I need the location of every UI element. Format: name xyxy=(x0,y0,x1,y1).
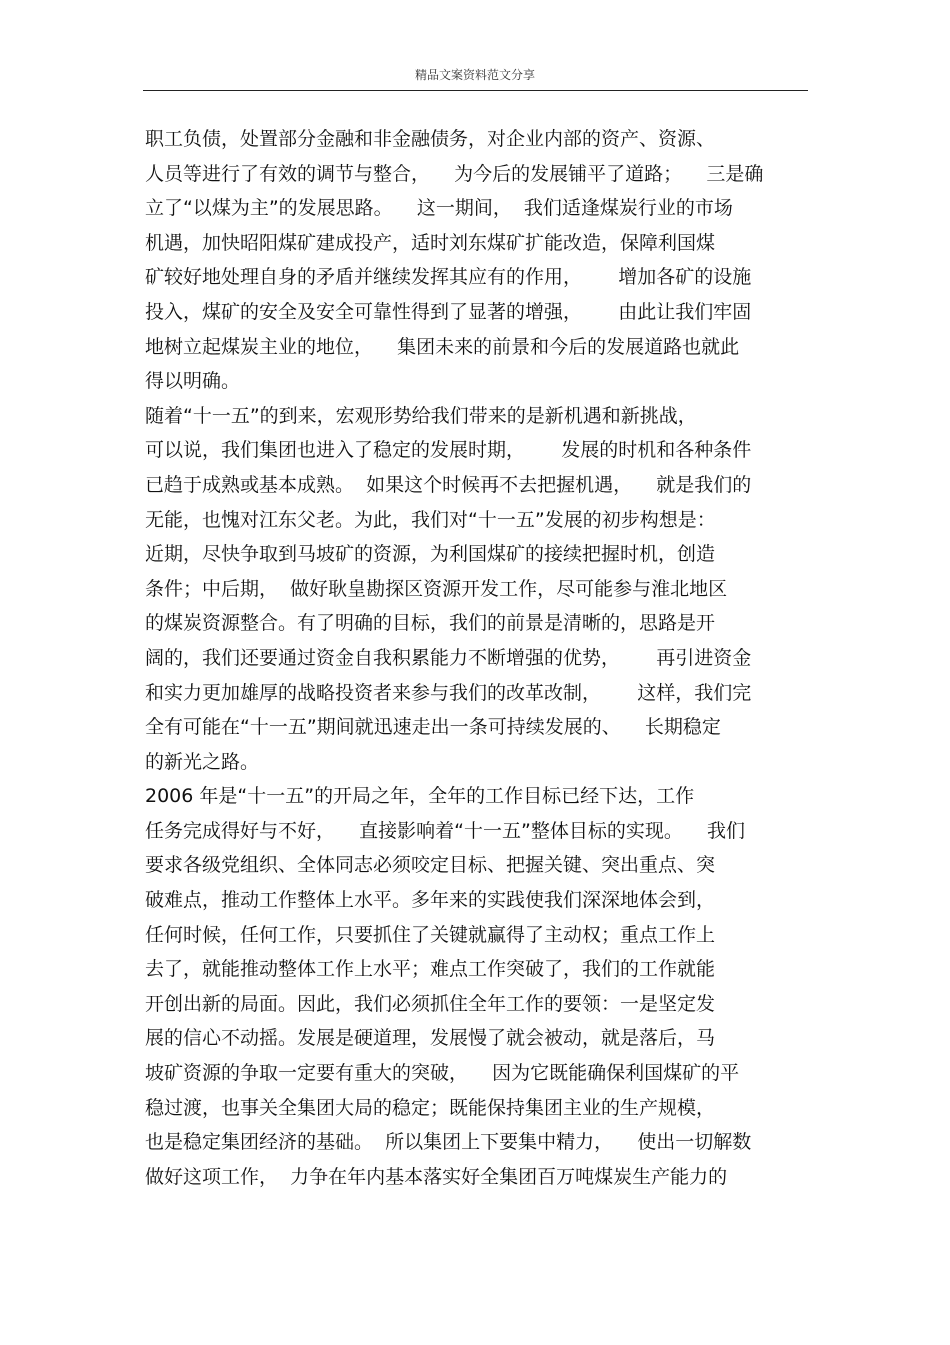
text-line: 展的信心不动摇。发展是硬道理，发展慢了就会被动，就是落后，马 xyxy=(145,1027,716,1050)
text-line: 稳过渡，也事关全集团大局的稳定；既能保持集团主业的生产规模， xyxy=(145,1096,716,1119)
text-line: 坡矿资源的争取一定要有重大的突破， 因为它既能确保利国煤矿的平 xyxy=(145,1062,740,1085)
text-line: 和实力更加雄厚的战略投资者来参与我们的改革改制， 这样，我们完 xyxy=(145,681,752,704)
document-body xyxy=(145,122,810,1194)
text-line: 近期，尽快争取到马坡矿的资源，为利国煤矿的接续把握时机，创造 xyxy=(145,543,716,566)
text-line: 的煤炭资源整合。有了明确的目标，我们的前景是清晰的，思路是开 xyxy=(145,612,716,635)
text-line: 地树立起煤炭主业的地位， 集团未来的前景和今后的发展道路也就此 xyxy=(145,335,740,358)
text-line: 的新光之路。 xyxy=(145,750,260,773)
text-line: 全有可能在“十一五”期间就迅速走出一条可持续发展的、 长期稳定 xyxy=(145,716,721,739)
page-header-title: 精品文案资料范文分享 xyxy=(414,68,535,82)
text-line: 机遇，加快昭阳煤矿建成投产，适时刘东煤矿扩能改造，保障利国煤 xyxy=(145,231,716,254)
text-line: 也是稳定集团经济的基础。 所以集团上下要集中精力， 使出一切解数 xyxy=(145,1131,752,1154)
text-line: 职工负债，处置部分金融和非金融债务，对企业内部的资产、资源、 xyxy=(145,128,716,150)
text-line: 已趋于成熟或基本成熟。 如果这个时候再不去把握机遇， 就是我们的 xyxy=(145,473,752,496)
text-line: 做好这项工作， 力争在年内基本落实好全集团百万吨煤炭生产能力的 xyxy=(145,1165,728,1188)
text-line: 可以说，我们集团也进入了稳定的发展时期， 发展的时机和各种条件 xyxy=(145,439,752,462)
text-line: 2006 年是“十一五”的开局之年，全年的工作目标已经下达，工作 xyxy=(145,785,695,808)
text-line: 任务完成得好与不好， 直接影响着“十一五”整体目标的实现。 我们 xyxy=(145,819,746,842)
text-line: 投入，煤矿的安全及安全可靠性得到了显著的增强， 由此让我们牢固 xyxy=(145,300,752,323)
text-line: 条件；中后期， 做好耿皇勘探区资源开发工作，尽可能参与淮北地区 xyxy=(145,577,728,600)
text-line: 无能，也愧对江东父老。为此，我们对“十一五”发展的初步构想是： xyxy=(145,508,716,531)
text-line: 人员等进行了有效的调节与整合， 为今后的发展铺平了道路； 三是确 xyxy=(145,162,764,185)
text-line: 立了“以煤为主”的发展思路。 这一期间， 我们适逢煤炭行业的市场 xyxy=(145,197,733,220)
text-line: 开创出新的局面。因此，我们必须抓住全年工作的要领：一是坚定发 xyxy=(145,992,716,1015)
text-line: 破难点，推动工作整体上水平。多年来的实践使我们深深地体会到， xyxy=(145,889,716,912)
text-line: 得以明确。 xyxy=(145,370,241,393)
header-divider xyxy=(143,90,808,91)
text-line: 去了，就能推动整体工作上水平；难点工作突破了，我们的工作就能 xyxy=(145,958,716,981)
text-line: 随着“十一五”的到来，宏观形势给我们带来的是新机遇和新挑战， xyxy=(145,404,697,427)
text-line: 任何时候，任何工作，只要抓住了关键就赢得了主动权；重点工作上 xyxy=(145,923,716,946)
text-line: 阔的，我们还要通过资金自我积累能力不断增强的优势， 再引进资金 xyxy=(145,646,752,669)
text-line: 要求各级党组织、全体同志必须咬定目标、把握关键、突出重点、突 xyxy=(145,854,716,877)
text-line: 矿较好地处理自身的矛盾并继续发挥其应有的作用， 增加各矿的设施 xyxy=(145,266,752,289)
